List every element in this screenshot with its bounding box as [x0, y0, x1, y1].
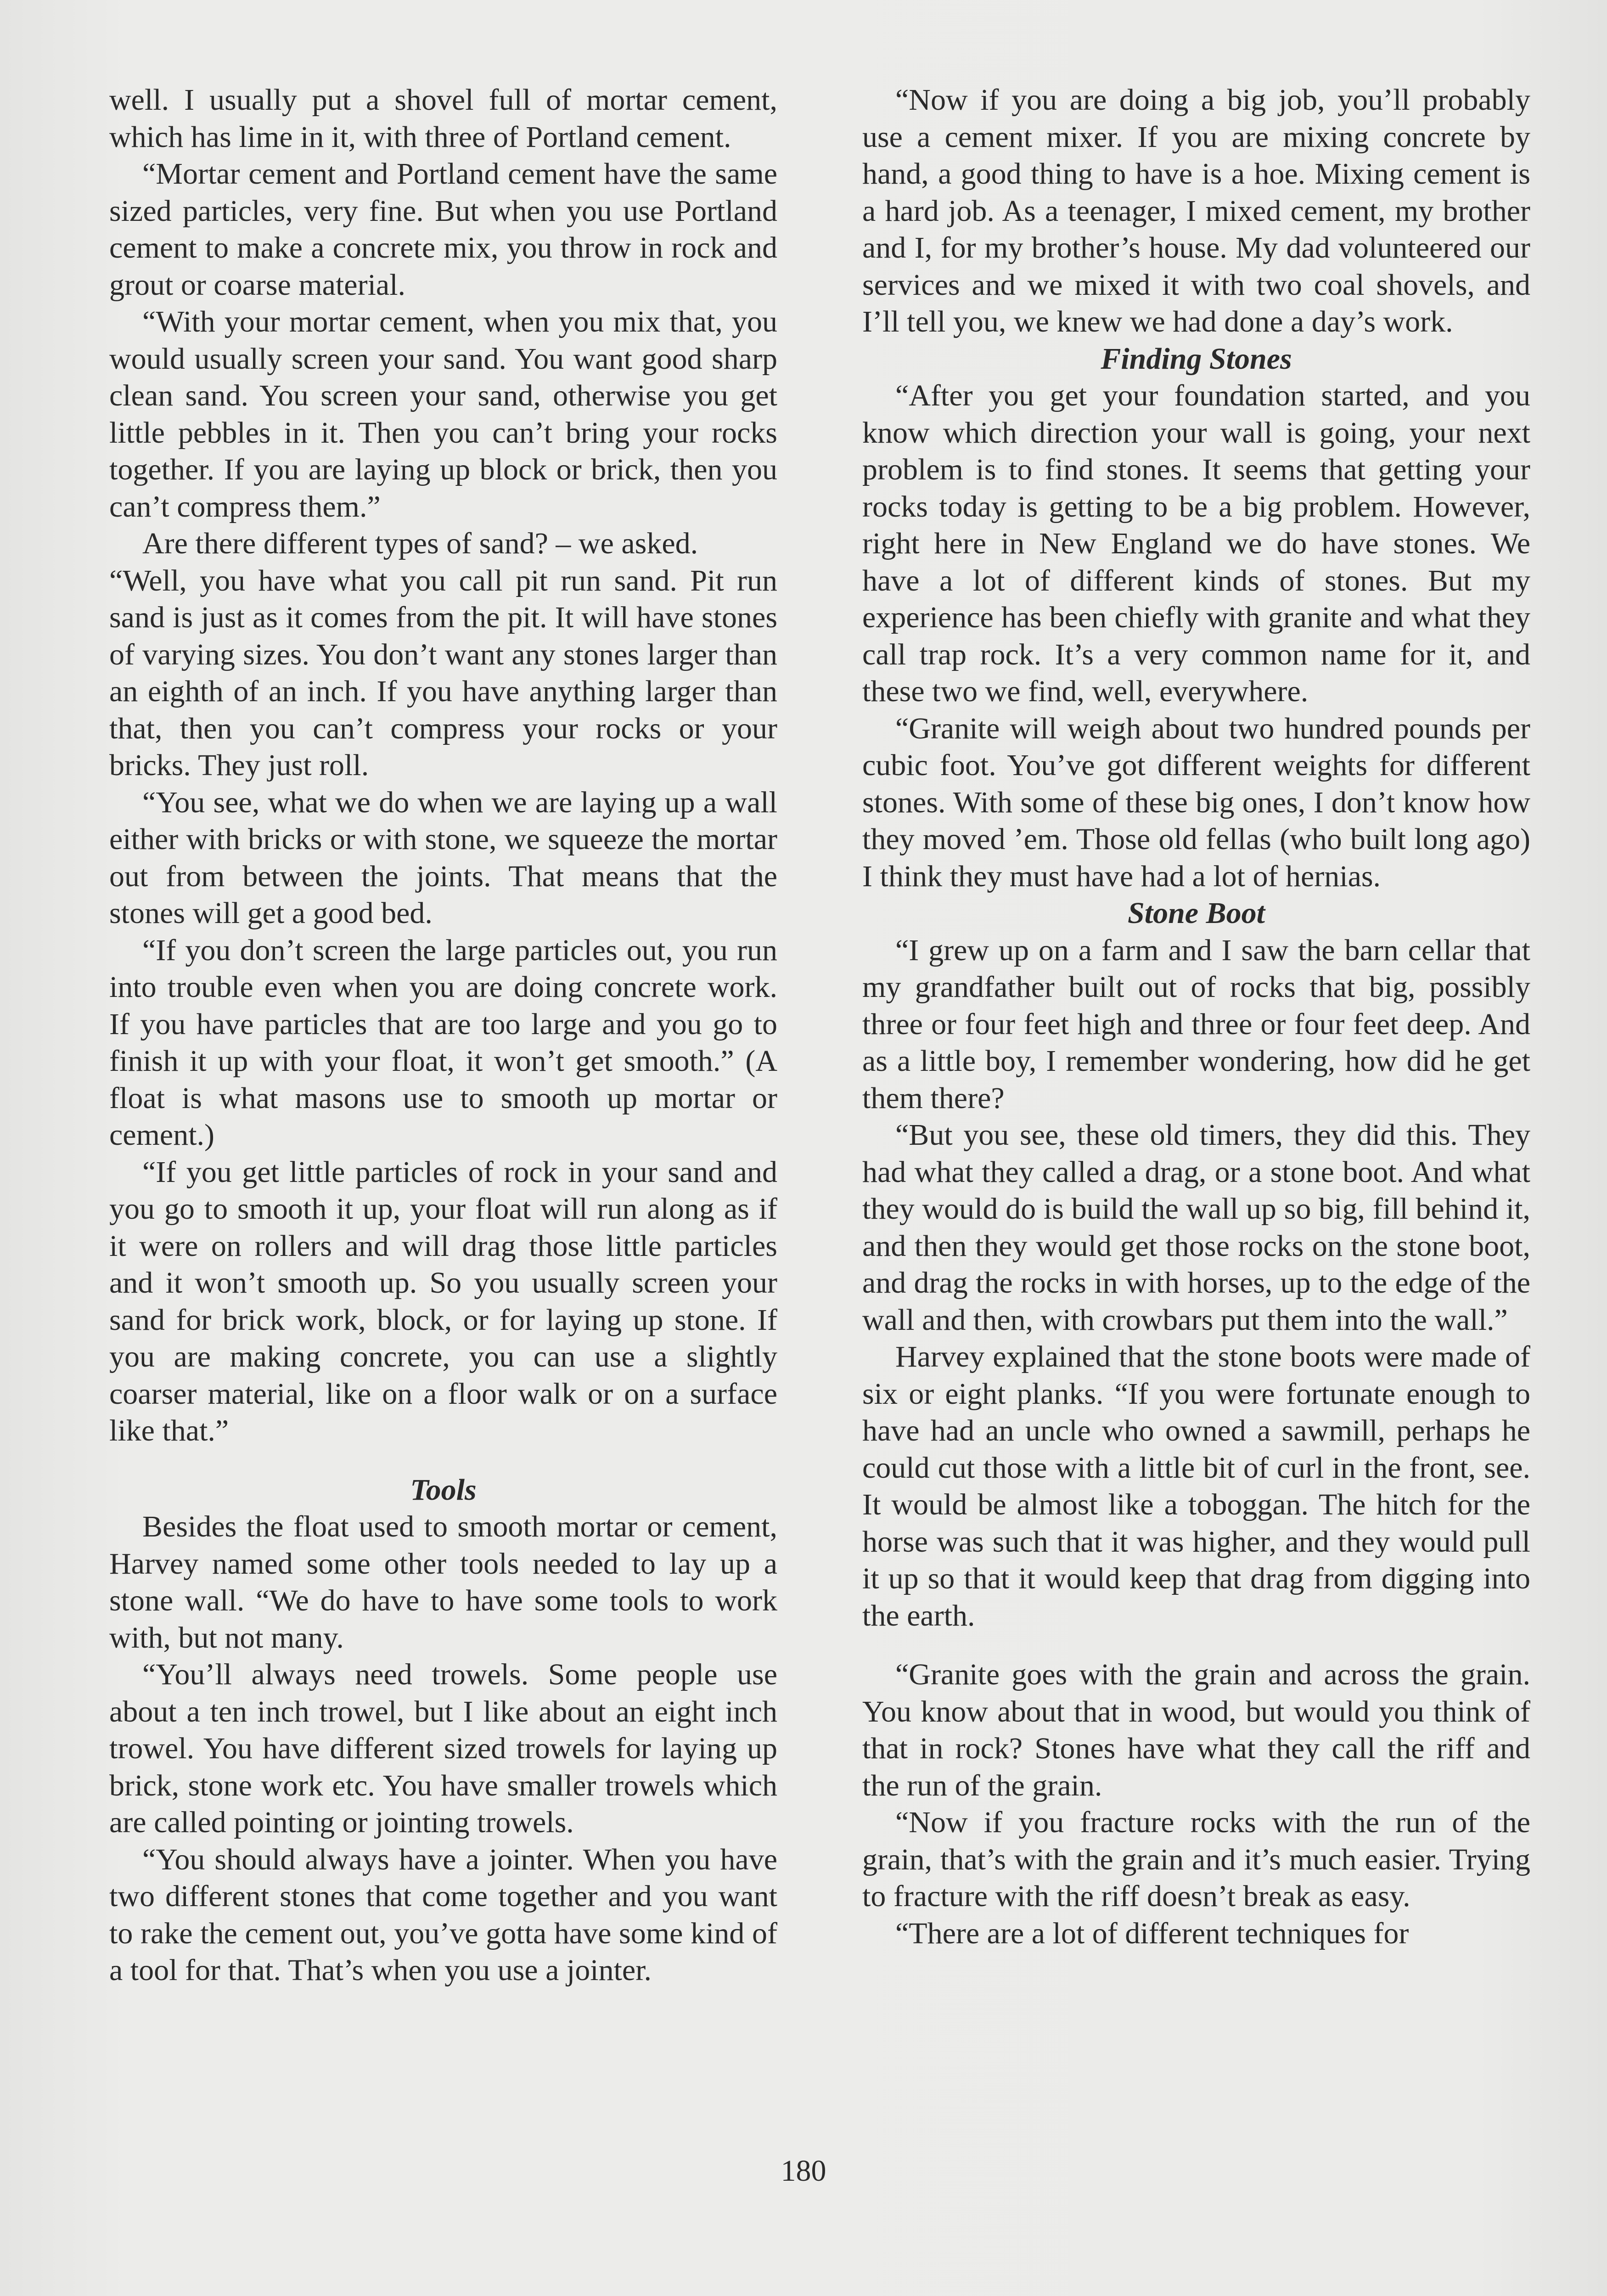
paragraph: “But you see, these old timers, they did this. They had what they called a drag, or a stone boot. And what they would do is build the wall up so big, fill behind it, and then they would get those rocks on the stone boot, and drag the rocks in with horses, up to the edge of the wall and then, with crowbars put them into the wall.”: [862, 1118, 1530, 1337]
paragraph: “Now if you are doing a big job, you’ll probably use a cement mixer. If you are mixing concrete by hand, a good thing to have is a hoe. Mixing cement is a hard job. As a teenager, I mixed cement, my brother and I, for my brother’s house. My dad volunteered our services and we mixed it with two coal shovels, and I’ll tell you, we knew we had done a day’s work.: [862, 83, 1530, 338]
paragraph: well. I usually put a shovel full of mortar cement, which has lime in it, with three of Portland cement.: [109, 83, 777, 154]
right-column: [862, 82, 1530, 1952]
paragraph: “You’ll always need trowels. Some people use about a ten inch trowel, but I like about an eight inch trowel. You have different sized trowels for laying up brick, stone work etc. You have smaller trowels which are called pointing or jointing trowels.: [109, 1658, 777, 1839]
paragraph: “Now if you fracture rocks with the run of the grain, that’s with the grain and it’s much easier. Trying to fracture with the riff doesn’t break as easy.: [862, 1806, 1530, 1913]
paragraph: “With your mortar cement, when you mix that, you would usually screen your sand. You want good sharp clean sand. You screen your sand, otherwise you get little pebbles in it. Then you can’t bring your rocks together. If you are laying up block or brick, then you can’t compress them.”: [109, 305, 777, 523]
paragraph-spacer: [109, 1450, 777, 1472]
page-number: 180: [781, 2154, 826, 2188]
paragraph: Besides the float used to smooth mortar or cement, Harvey named some other tools needed to lay up a stone wall. “We do have to have some tools to work with, but not many.: [109, 1510, 777, 1654]
paragraph: “Well, you have what you call pit run sand. Pit run sand is just as it comes from the pit. It will have stones of varying sizes. You don’t want any stones larger than an eighth of an inch. If you have anything larger than that, then you can’t compress your rocks or your bricks. They just roll.: [109, 563, 777, 782]
paragraph: “I grew up on a farm and I saw the barn cellar that my grandfather built out of rocks that big, possibly three or four feet high and three or four feet deep. And as a little boy, I remember wondering, how did he get them there?: [862, 933, 1530, 1115]
section-heading: Finding Stones: [1101, 342, 1292, 376]
paragraph: “You should always have a jointer. When you have two different stones that come together and you want to rake the cement out, you’ve gotta have some kind of a tool for that. That’s when you use a jointer.: [109, 1842, 777, 1987]
paragraph: “If you don’t screen the large particles out, you run into trouble even when you are doing concrete work. If you have particles that are too large and you go to finish it up with your float, it won’t get smooth.” (A float is what masons use to smooth up mortar or cement.): [109, 933, 777, 1152]
section-heading: Stone Boot: [1128, 896, 1265, 930]
paragraph: “Granite will weigh about two hundred pounds per cubic foot. You’ve got different weights for different stones. With some of these big ones, I don’t know how they moved ’em. Those old fellas (who built long ago) I think they must have had a lot of hernias.: [862, 711, 1530, 893]
section-heading: Tools: [410, 1473, 477, 1507]
left-column: [109, 82, 777, 1989]
paragraph: “After you get your foundation started, and you know which direction your wall is going, your next problem is to find stones. It seems that getting your rocks today is getting to be a big problem. However, right here in New England we do have stones. We have a lot of different kinds of stones. But my experience has been chiefly with granite and what they call trap rock. It’s a very common name for it, and these two we find, well, everywhere.: [862, 379, 1530, 708]
paragraph: “Granite goes with the grain and across the grain. You know about that in wood, but would you think of that in rock? Stones have what they call the riff and the run of the grain.: [862, 1658, 1530, 1802]
paragraph: Are there different types of sand? – we asked.: [142, 527, 698, 560]
paragraph: “Mortar cement and Portland cement have the same sized particles, very fine. But when you use Portland cement to make a concrete mix, you throw in rock and grout or coarse material.: [109, 157, 777, 302]
paragraph: “You see, what we do when we are laying up a wall either with bricks or with stone, we squeeze the mortar out from between the joints. That means that the stones will get a good bed.: [109, 785, 777, 930]
paragraph: “There are a lot of different techniques for: [895, 1916, 1409, 1950]
paragraph: Harvey explained that the stone boots were made of six or eight planks. “If you were fortunate enough to have had an uncle who owned a sawmill, perhaps he could cut those with a little bit of curl in the front, see. It would be almost like a toboggan. The hitch for the horse was such that it was higher, and they would pull it up so that it would keep that drag from digging into the earth.: [862, 1340, 1530, 1632]
paragraph-spacer: [862, 1634, 1530, 1656]
paragraph: “If you get little particles of rock in your sand and you go to smooth it up, your float will run along as if it were on rollers and will drag those little particles and it won’t smooth up. So you usually screen your sand for brick work, block, or for laying up stone. If you are making concrete, you can use a slightly coarser material, like on a floor walk or on a surface like that.”: [109, 1155, 777, 1447]
